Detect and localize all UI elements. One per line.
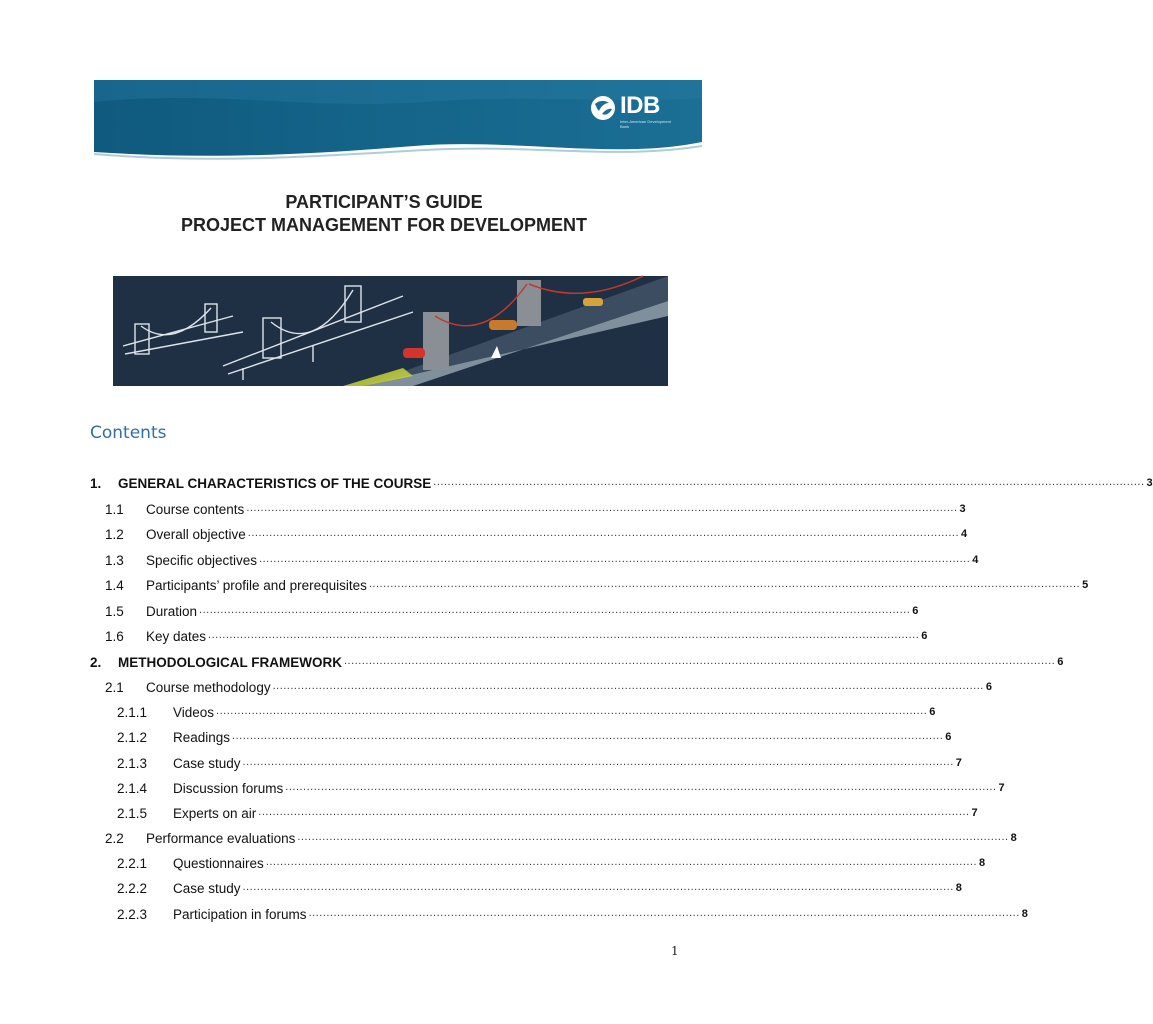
toc-entry-page: 4 xyxy=(972,554,979,566)
toc-entry[interactable] xyxy=(105,574,1089,594)
page-number: 1 xyxy=(671,944,679,958)
toc-entry-number: 2.1.5 xyxy=(117,806,148,821)
toc-entry-label: Key dates xyxy=(146,629,207,644)
bridge-illustration xyxy=(113,276,668,386)
toc-entry-number: 2.2 xyxy=(105,831,124,846)
toc-entry[interactable] xyxy=(117,777,1005,797)
toc-leader-dots: ........................................................................................................................................................................................................ xyxy=(199,604,911,616)
toc-entry-number: 1.4 xyxy=(105,578,124,593)
toc-leader-dots: ........................................................................................................................................................................................................ xyxy=(232,730,944,742)
toc-entry[interactable] xyxy=(117,877,962,897)
logo-text: IDB xyxy=(620,92,660,119)
toc-entry[interactable] xyxy=(105,549,979,569)
toc-leader-dots: ........................................................................................................................................................................................................ xyxy=(258,806,970,818)
toc-leader-dots: ........................................................................................................................................................................................................ xyxy=(208,629,920,641)
toc-entry-page: 7 xyxy=(971,807,978,819)
toc-entry-label: Specific objectives xyxy=(146,553,258,568)
idb-seal-icon xyxy=(590,94,616,122)
toc-entry-label: Experts on air xyxy=(173,806,257,821)
toc-entry-label: Overall objective xyxy=(146,527,246,542)
toc-entry-number: 2.2.2 xyxy=(117,881,148,896)
toc-leader-dots: ........................................................................................................................................................................................................ xyxy=(242,881,954,893)
toc-entry-label: Videos xyxy=(173,705,215,720)
toc-entry-number: 2.1 xyxy=(105,680,124,695)
toc-entry-page: 6 xyxy=(921,630,928,642)
toc-entry-label: Questionnaires xyxy=(173,856,264,871)
toc-leader-dots: ........................................................................................................................................................................................................ xyxy=(259,553,971,565)
idb-logo xyxy=(590,94,672,129)
toc-entry-page: 8 xyxy=(955,882,962,894)
toc-entry-number: 2.2.1 xyxy=(117,856,148,871)
toc-entry-page: 3 xyxy=(959,503,966,515)
toc-entry[interactable] xyxy=(105,827,1017,847)
toc-entry[interactable] xyxy=(117,852,986,872)
header-banner xyxy=(94,80,702,170)
toc-entry[interactable] xyxy=(117,726,952,746)
toc-entry-page: 6 xyxy=(945,731,952,743)
toc-leader-dots: ........................................................................................................................................................................................................ xyxy=(247,527,960,539)
toc-entry-label: Readings xyxy=(173,730,231,745)
toc-entry[interactable] xyxy=(105,498,966,518)
toc-entry-number: 1.6 xyxy=(105,629,124,644)
toc-leader-dots: ........................................................................................................................................................................................................ xyxy=(308,907,1020,919)
toc-leader-dots: ........................................................................................................................................................................................................ xyxy=(343,655,1056,667)
toc-entry-number: 2.1.1 xyxy=(117,705,148,720)
toc-entry-number: 2.1.4 xyxy=(117,781,148,796)
toc-entry[interactable] xyxy=(90,472,1153,492)
toc-entry-label: METHODOLOGICAL FRAMEWORK xyxy=(118,655,342,670)
document-title: PARTICIPANT’S GUIDE xyxy=(285,192,483,212)
toc-entry-page: 6 xyxy=(1057,656,1064,668)
document-subtitle: PROJECT MANAGEMENT FOR DEVELOPMENT xyxy=(180,215,588,235)
toc-entry-label: GENERAL CHARACTERISTICS OF THE COURSE xyxy=(118,476,432,491)
toc-entry-number: 2.1.2 xyxy=(117,730,148,745)
toc-entry-label: Course contents xyxy=(146,502,245,517)
toc-entry-number: 2.2.3 xyxy=(117,907,148,922)
toc-leader-dots: ........................................................................................................................................................................................................ xyxy=(272,680,984,692)
toc-entry-number: 1.2 xyxy=(105,527,124,542)
toc-entry[interactable] xyxy=(105,523,968,543)
toc-entry-number: 1. xyxy=(90,476,102,491)
toc-entry-label: Discussion forums xyxy=(173,781,284,796)
toc-leader-dots: ........................................................................................................................................................................................................ xyxy=(368,578,1081,590)
toc-entry-page: 8 xyxy=(1021,908,1028,920)
toc-entry-page: 7 xyxy=(955,757,962,769)
toc-leader-dots: ........................................................................................................................................................................................................ xyxy=(242,756,954,768)
toc-entry-page: 8 xyxy=(979,857,986,869)
toc-entry-page: 6 xyxy=(985,681,992,693)
toc-entry-label: Case study xyxy=(173,881,241,896)
toc-entry-label: Performance evaluations xyxy=(146,831,296,846)
toc-entry-number: 2. xyxy=(90,655,102,670)
toc-entry[interactable] xyxy=(105,625,928,645)
toc-entry[interactable] xyxy=(117,701,936,721)
toc-entry-label: Case study xyxy=(173,756,241,771)
toc-leader-dots: ........................................................................................................................................................................................................ xyxy=(246,502,958,514)
toc-entry-page: 3 xyxy=(1146,477,1153,489)
toc-entry-page: 7 xyxy=(998,782,1005,794)
toc-entry-label: Participants’ profile and prerequisites xyxy=(146,578,367,593)
toc-entry-number: 1.3 xyxy=(105,553,124,568)
toc-entry[interactable] xyxy=(90,651,1064,671)
logo-subtitle: Inter-American Development Bank xyxy=(620,119,671,129)
toc-entry-label: Duration xyxy=(146,604,198,619)
toc-leader-dots: ........................................................................................................................................................................................................ xyxy=(285,781,997,793)
toc-entry[interactable] xyxy=(117,752,962,772)
toc-entry-number: 2.1.3 xyxy=(117,756,148,771)
toc-entry-page: 5 xyxy=(1082,579,1089,591)
toc-entry-page: 4 xyxy=(961,528,968,540)
toc-entry[interactable] xyxy=(105,676,992,696)
toc-leader-dots: ........................................................................................................................................................................................................ xyxy=(433,476,1145,488)
toc-entry-number: 1.1 xyxy=(105,502,124,517)
toc-entry[interactable] xyxy=(117,903,1028,923)
toc-leader-dots: ........................................................................................................................................................................................................ xyxy=(216,705,928,717)
toc-entry[interactable] xyxy=(117,802,978,822)
toc-entry[interactable] xyxy=(105,600,919,620)
toc-leader-dots: ........................................................................................................................................................................................................ xyxy=(265,856,978,868)
toc-entry-number: 1.5 xyxy=(105,604,124,619)
toc-entry-page: 6 xyxy=(929,706,936,718)
toc-entry-label: Course methodology xyxy=(146,680,271,695)
contents-heading: Contents xyxy=(90,423,167,443)
toc-entry-label: Participation in forums xyxy=(173,907,307,922)
toc-entry-page: 8 xyxy=(1010,832,1017,844)
toc-entry-page: 6 xyxy=(912,605,919,617)
toc-leader-dots: ........................................................................................................................................................................................................ xyxy=(297,831,1009,843)
